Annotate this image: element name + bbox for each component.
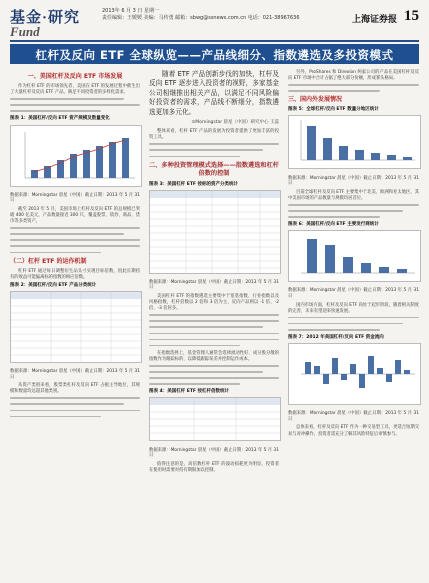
article-column-3 xyxy=(288,70,419,440)
paragraph: 作为杠杆 ETF 的市场领先者，美国在 ETF 的发展过程中催生出了大量杠杆及反向 ETF 产品，满足不同投资者的多样化需求。 xyxy=(10,84,140,96)
figure-title: 图表 2：美国杠杆/反向 ETF 产品分类统计 xyxy=(10,282,97,288)
page-number: 15 xyxy=(404,8,419,24)
section-subtitle: Fund xyxy=(10,24,40,39)
figure-table xyxy=(149,190,281,274)
article-column-1 xyxy=(10,70,140,422)
subsection-heading: （二）杠杆 ETF 的运作机制 xyxy=(10,257,87,265)
figure-title: 图表 4：美国杠杆 ETF 按杠杆倍数统计 xyxy=(149,389,230,395)
masthead-meta xyxy=(102,8,312,22)
newspaper-name: 上海证券报 xyxy=(351,15,397,25)
paragraph: 杠杆 ETF 通过每日调整衍生品头寸实现目标倍数，因此长期持有的收益可能偏离标的指数的相应倍数。 xyxy=(10,268,140,280)
editor-info: 责任编辑：王媛媛 美编：马传勇 邮箱：sbwg@ssnews.com.cn 电话：021-38967636 xyxy=(102,15,300,21)
figure-caption: 数据来源：Morningstar 晨星（中国）截止日期：2013 年 5 月 31 日 xyxy=(149,447,279,459)
figure-caption: 数据来源：Morningstar 晨星（中国）截止日期：2013 年 5 月 31 日 xyxy=(10,192,140,204)
figure-caption: 数据来源：Morningstar 晨星（中国）截止日期：2013 年 5 月 31 日 xyxy=(288,411,419,422)
figure-title: 图表 7：2012 年美国杠杆/反向 ETF 资金流向 xyxy=(288,335,384,341)
masthead xyxy=(10,6,419,42)
paragraph: 在指数选择上，基金管理人通常会选择流动性好、成分股分散的指数作为跟踪标的，以降低跟踪误差并控制运作成本。 xyxy=(149,350,279,362)
article-column-2 xyxy=(149,70,279,476)
section-heading: 二、多种投资管理模式选择——指数遴选和杠杆倍数的控制 xyxy=(149,161,279,178)
byline: ⊙Morningstar 晨星（中国）研究中心 王蕊 xyxy=(191,120,279,126)
figure-title: 图表 3：美国杠杆 ETF 按标的资产分类统计 xyxy=(149,181,239,187)
paragraph: 值得注意的是，高倍数杠杆 ETF 的波动损耗更为明显，投资者在使用时需要对持有期限加以控制。 xyxy=(149,461,279,473)
figure-bar-chart xyxy=(288,343,421,405)
paragraph: 从资产类别来看，股票类杠杆及反向 ETF 占据主导地位，其规模和数量均远超其他类别。 xyxy=(10,383,140,395)
paragraph: 截至 2013 年 5 月，美国市场上杠杆及反向 ETF 的总规模已突破 400 亿美元，产品数量接近 300 只，覆盖股票、债券、商品、货币等多类资产。 xyxy=(10,206,140,225)
section-title: 基金·研究 xyxy=(10,10,81,26)
figure-title: 图表 6：美国杠杆/反向 ETF 主要发行商统计 xyxy=(288,222,379,228)
issue-date: 2013年 6 月 3 日 星期一 xyxy=(102,8,160,14)
headline-banner xyxy=(10,44,419,64)
figure-bar-chart xyxy=(288,230,421,282)
paragraph: 美国杠杆 ETF 的指数遴选主要集中于宽基指数、行业指数以及风格指数，杠杆倍数以 2 倍和 3 倍为主，反向产品则以 -1 倍、-2 倍、-3 倍居多。 xyxy=(149,293,279,312)
figure-caption: 数据来源：Morningstar 晨星（中国）截止日期：2013 年 5 月 31 日 xyxy=(10,368,140,380)
paragraph: 总体来看，杠杆及反向 ETF 作为一种交易型工具，更适合短期交易与对冲操作，投资者需充分了解其风险特征后审慎参与。 xyxy=(288,425,419,437)
paragraph: 整体来看，杠杆 ETF 产品的发展为投资者提供了更加丰富的投资工具。 xyxy=(149,129,279,141)
section-heading: 三、国内外发展情况 xyxy=(288,96,343,104)
figure-bar-chart xyxy=(288,115,421,169)
paragraph: 国内市场方面，杠杆及反向 ETF 尚处于起步阶段，随着相关制度的完善，未来有望迎来快速发展。 xyxy=(288,302,419,314)
figure-bar-chart xyxy=(10,125,142,187)
figure-title: 图表 1：美国杠杆/反向 ETF 资产规模及数量变化 xyxy=(10,116,110,122)
headline: 杠杆及反向 ETF 全球纵览——产品线细分、指数遴选及多投资模式 xyxy=(35,48,394,62)
paragraph: 目前全球杠杆及反向 ETF 主要集中于北美、欧洲和亚太地区，其中美国市场的产品数量与规模均居首位。 xyxy=(288,189,419,201)
paragraph: 另外，ProShares 和 Direxion 两家公司的产品在美国杠杆及反向 ETF 市场中合计占据了绝大部分份额，形成寡头格局。 xyxy=(288,70,419,82)
figure-title: 图表 5：全球杠杆/反向 ETF 数量分地区统计 xyxy=(288,107,379,113)
section-heading: 一、美国杠杆及反向 ETF 市场发展 xyxy=(27,73,123,80)
figure-caption: 数据来源：Morningstar 晨星（中国）截止日期：2013 年 5 月 31 日 xyxy=(149,279,279,291)
lead-paragraph: 随着 ETF 产品创新步伐的加快，杠杆及反向 ETF 逐步进入投资者的视野，多家基金公司相继推出相关产品，以满足不同风险偏好投资者的需求，产品线不断细分，指数遴选更加多元化。 xyxy=(149,70,279,116)
figure-caption: 数据来源：Morningstar 晨星（中国）截止日期：2013 年 5 月 31 日 xyxy=(288,288,419,299)
figure-table xyxy=(10,291,142,363)
figure-table xyxy=(149,397,281,441)
figure-caption: 数据来源：Morningstar 晨星（中国）截止日期：2013 年 5 月 31 日 xyxy=(288,175,419,187)
